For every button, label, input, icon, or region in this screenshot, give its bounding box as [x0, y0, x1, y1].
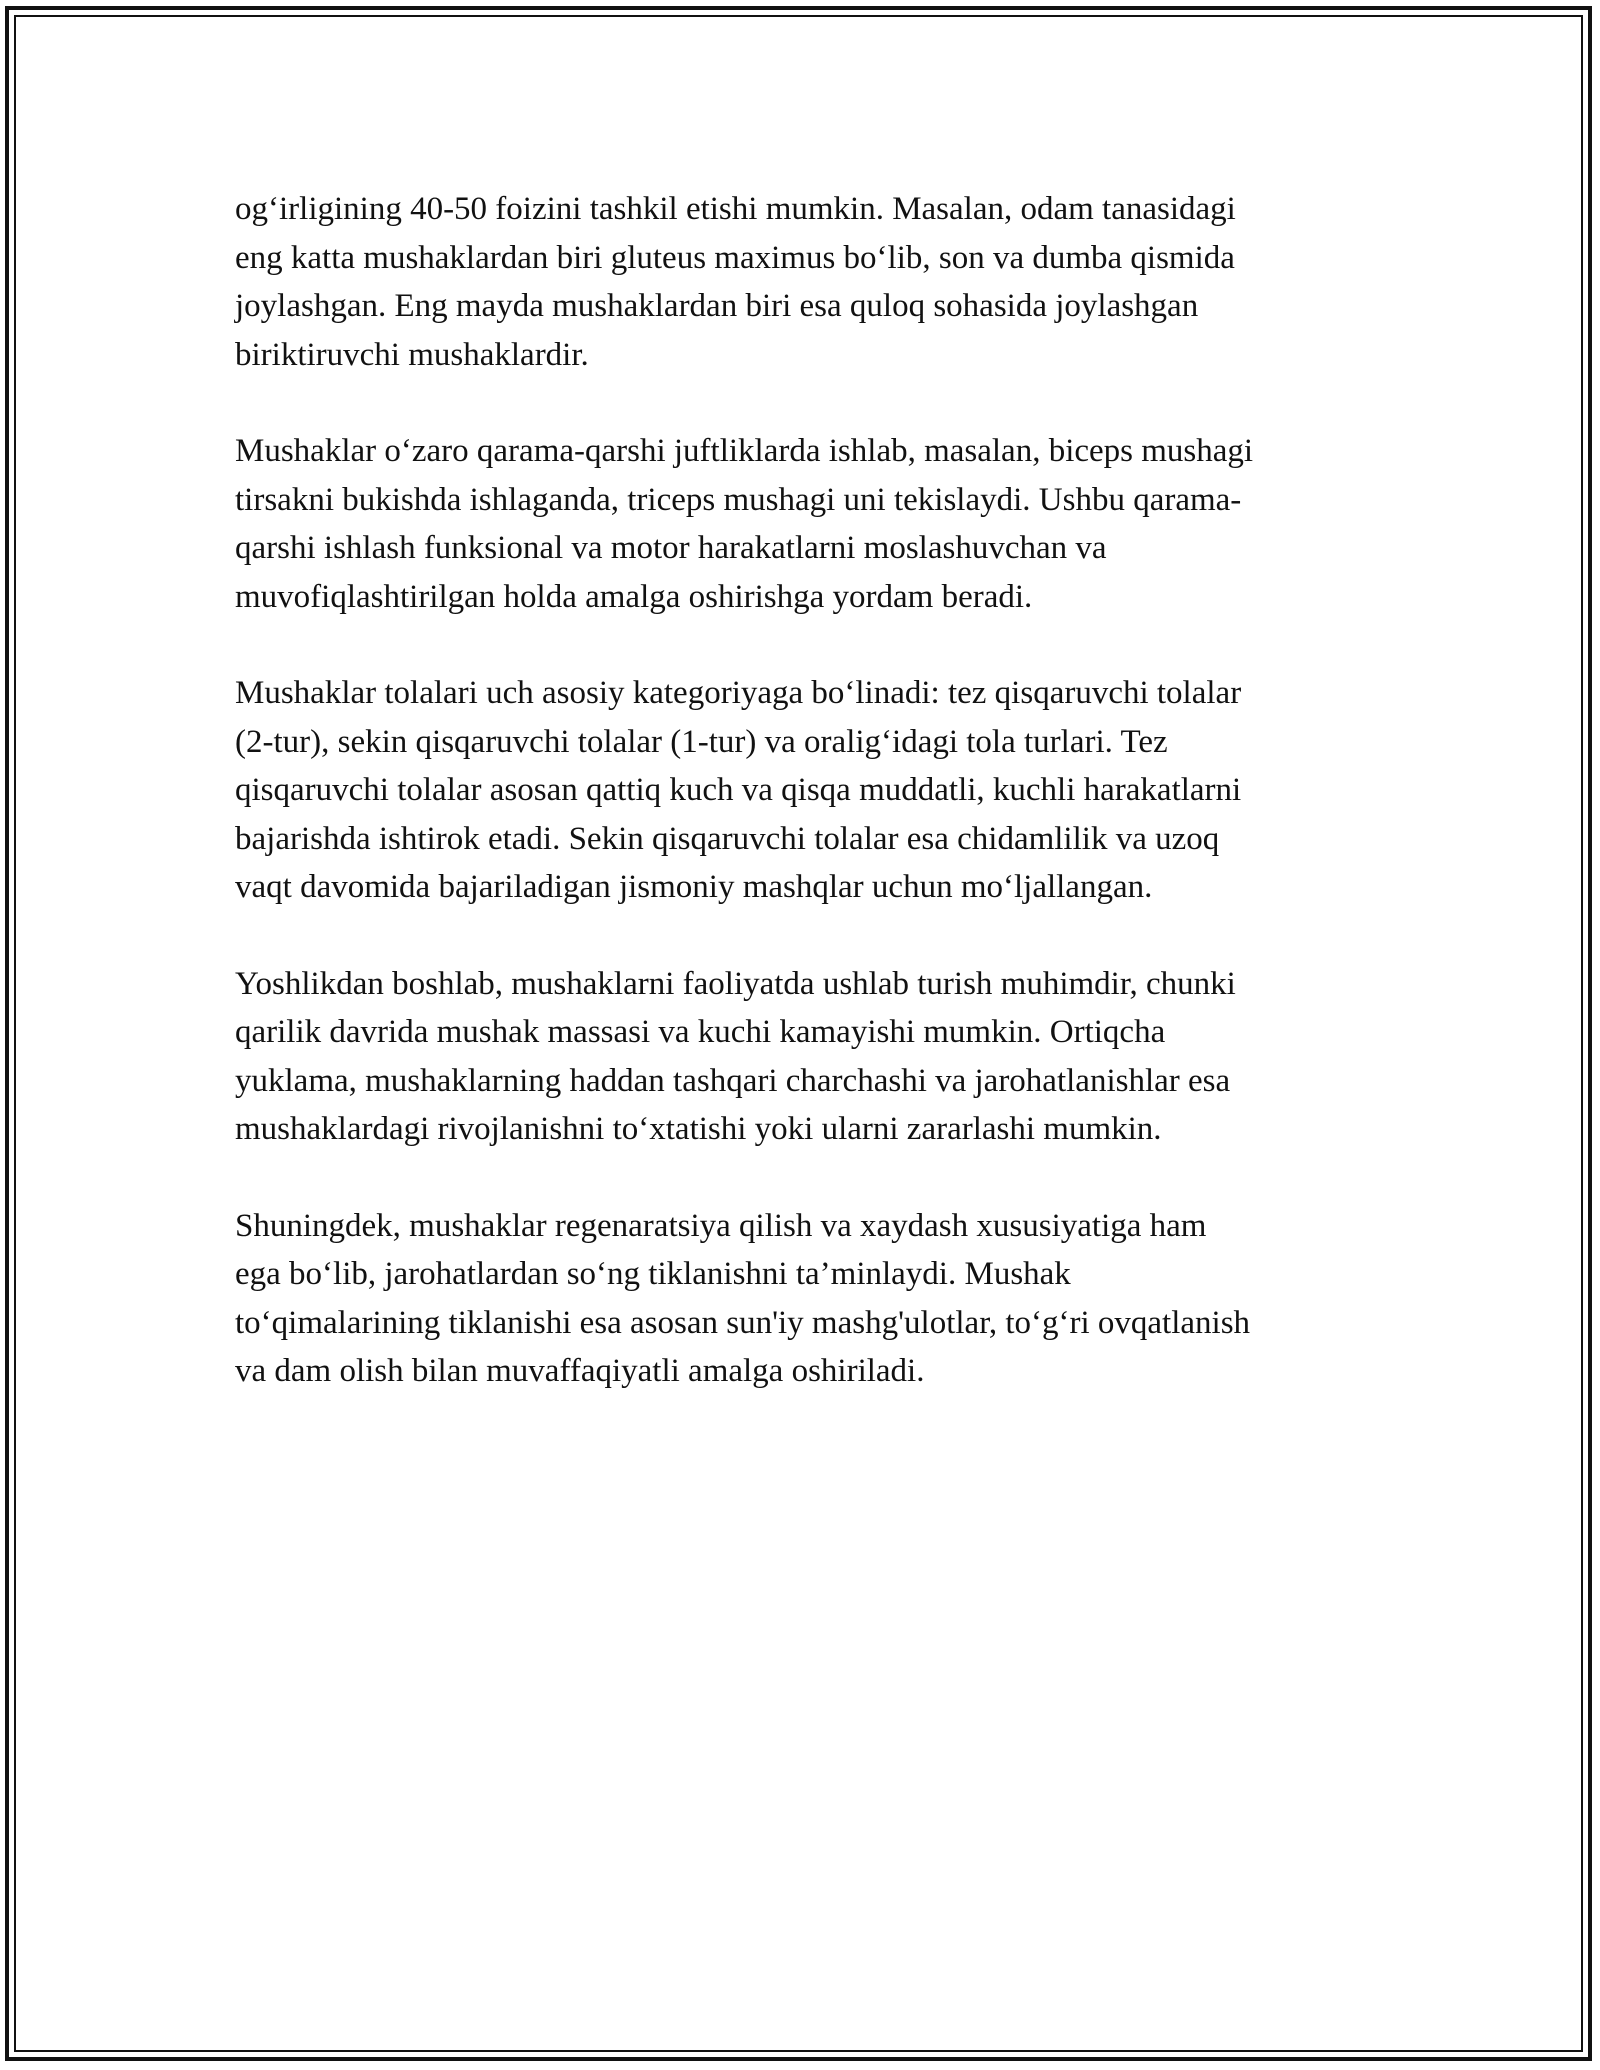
text-line: eng katta mushaklardan biri gluteus maximus bo‘lib, son va dumba qismida — [235, 239, 1235, 276]
text-line: qisqaruvchi tolalar asosan qattiq kuch va qisqa muddatli, kuchli harakatlarni — [235, 772, 1242, 808]
text-line: vaqt davomida bajariladigan jismoniy mashqlar uchun mo‘ljallangan. — [235, 869, 1153, 905]
text-line: og‘irligining 40-50 foizini tashkil etishi mumkin. Masalan, odam tanasidagi — [235, 191, 1236, 227]
paragraph-5 — [235, 1202, 1375, 1396]
text-line: ega bo‘lib, jarohatlardan so‘ng tiklanishni ta’minlaydi. Mushak — [235, 1256, 1071, 1292]
text-line: (2-tur), sekin qisqaruvchi tolalar (1-tur) va oralig‘idagi tola turlari. Tez — [235, 723, 1168, 760]
text-line: Mushaklar tolalari uch asosiy kategoriyaga bo‘linadi: tez qisqaruvchi tolalar — [235, 675, 1242, 711]
text-line: mushaklardagi rivojlanishni to‘xtatishi yoki ularni zararlashi mumkin. — [235, 1111, 1162, 1147]
text-line: joylashgan. Eng mayda mushaklardan biri esa quloq sohasida joylashgan — [235, 288, 1199, 324]
text-line: tirsakni bukishda ishlaganda, triceps mushagi uni tekislaydi. Ushbu qarama- — [235, 481, 1242, 518]
paragraph-1 — [235, 185, 1375, 379]
text-line: bajarishda ishtirok etadi. Sekin qisqaruvchi tolalar esa chidamlilik va uzoq — [235, 820, 1220, 857]
page-content — [235, 185, 1375, 1444]
text-line: Yoshlikdan boshlab, mushaklarni faoliyatda ushlab turish muhimdir, chunki — [235, 965, 1236, 1002]
paragraph-2 — [235, 427, 1375, 621]
paragraph-4 — [235, 960, 1375, 1154]
text-line: va dam olish bilan muvaffaqiyatli amalga oshiriladi. — [235, 1353, 925, 1389]
text-line: qarshi ishlash funksional va motor harakatlarni moslashuvchan va — [235, 530, 1107, 566]
text-line: to‘qimalarining tiklanishi esa asosan sun'iy mashg'ulotlar, to‘g‘ri ovqatlanish — [235, 1304, 1251, 1341]
text-line: Shuningdek, mushaklar regenaratsiya qilish va xaydash xususiyatiga ham — [235, 1207, 1207, 1244]
text-line: yuklama, mushaklarning haddan tashqari charchashi va jarohatlanishlar esa — [235, 1062, 1231, 1099]
text-line: qarilik davrida mushak massasi va kuchi kamayishi mumkin. Ortiqcha — [235, 1014, 1166, 1050]
text-line: Mushaklar o‘zaro qarama-qarshi juftliklarda ishlab, masalan, biceps mushagi — [235, 433, 1254, 469]
text-line: biriktiruvchi mushaklardir. — [235, 336, 589, 373]
text-line: muvofiqlashtirilgan holda amalga oshirishga yordam beradi. — [235, 578, 1033, 615]
paragraph-3 — [235, 669, 1375, 912]
